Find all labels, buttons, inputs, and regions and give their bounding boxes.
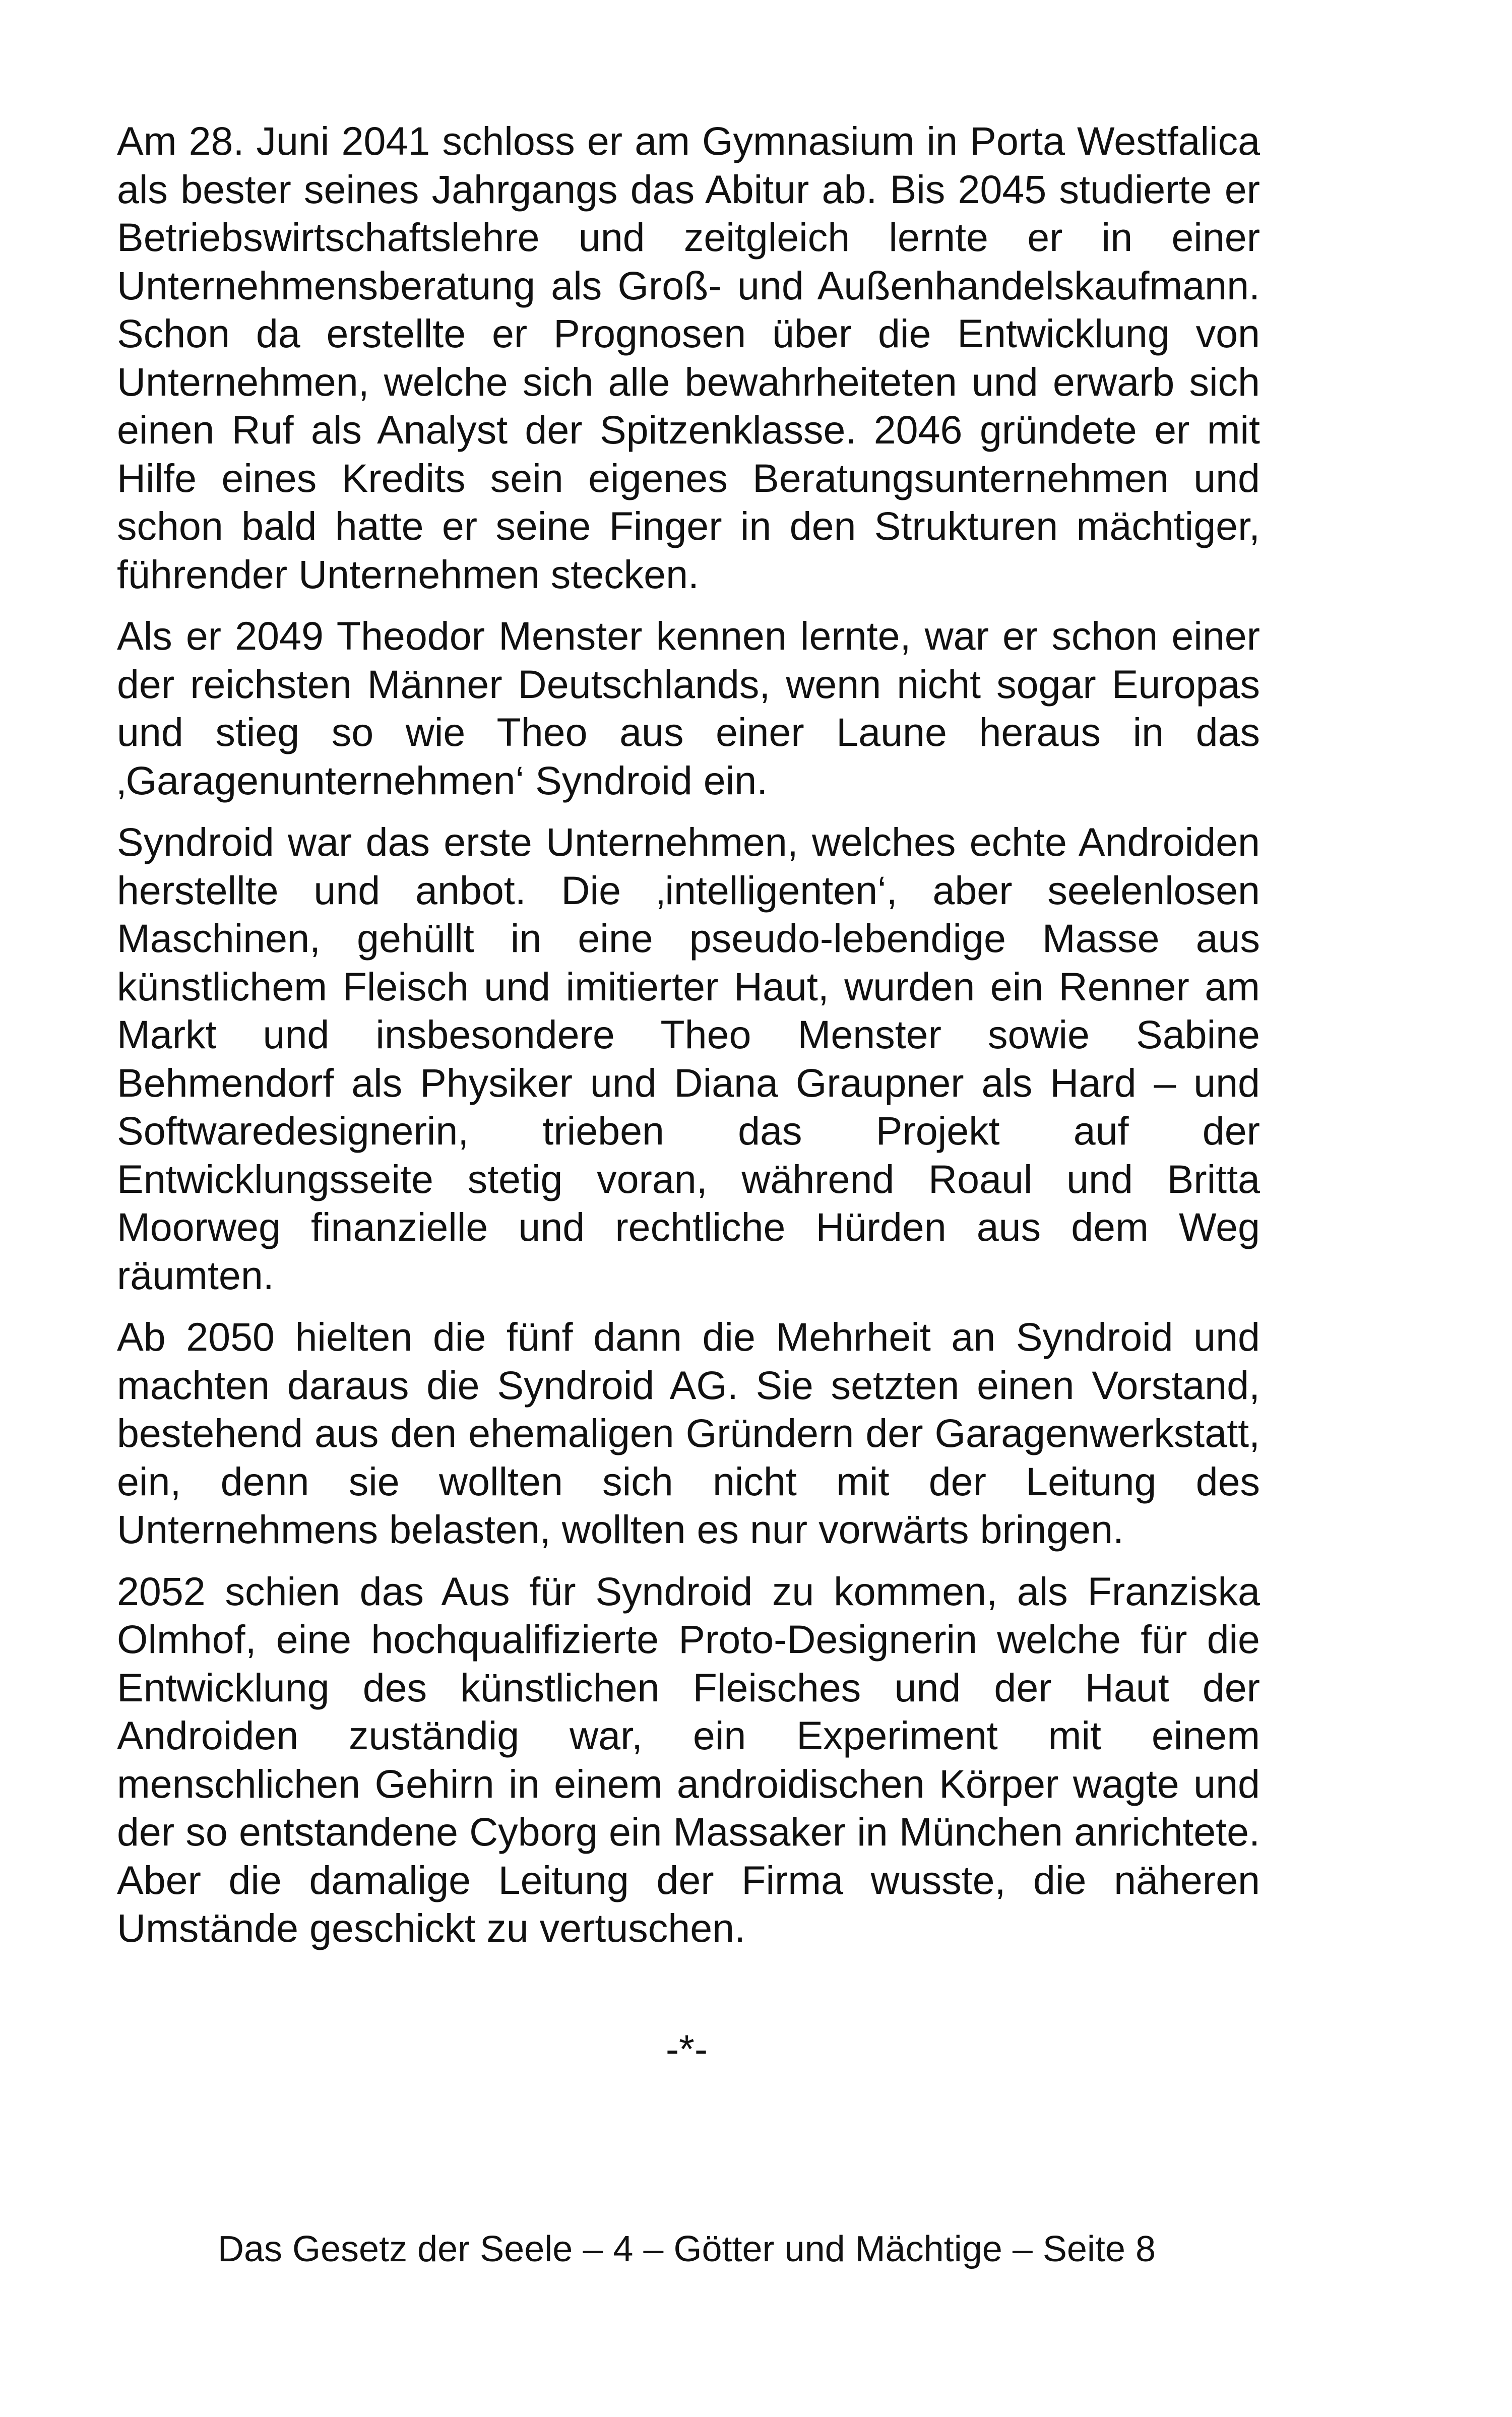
paragraph-3: Syndroid war das erste Unternehmen, welches echte Androiden herstellte und anbot. Die ‚intelligenten‘, aber seelenlosen Maschinen, gehüllt in eine pseudo-lebendige Masse aus künstlichem Fleisch und imitierter Haut, wurden ein Renner am Markt und insbesondere Theo Menster sowie Sabine Behmendorf als Physiker und Diana Graupner als Hard – und Softwaredesignerin, trieben das Projekt auf der Entwicklungsseite stetig voran, während Roaul und Britta Moorweg finanzielle und rechtliche Hürden aus dem Weg räumten.	[117, 819, 1260, 1298]
page-footer: Das Gesetz der Seele – 4 – Götter und Mächtige – Seite 8	[217, 2229, 1156, 2269]
paragraph-2: Als er 2049 Theodor Menster kennen lernte, war er schon einer der reichsten Männer Deutschlands, wenn nicht sogar Europas und stieg so wie Theo aus einer Laune heraus in das ‚Garagenunternehmen‘ Syndroid ein.	[117, 613, 1260, 803]
paragraph-4: Ab 2050 hielten die fünf dann die Mehrheit an Syndroid und machten daraus die Syndroid AG. Sie setzten einen Vorstand, bestehend aus den ehemaligen Gründern der Garagenwerkstatt, ein, denn sie wollten sich nicht mit der Leitung des Unternehmens belasten, wollten es nur vorwärts bringen.	[117, 1314, 1260, 1552]
body-text	[117, 117, 1260, 1966]
paragraph-5: 2052 schien das Aus für Syndroid zu kommen, als Franziska Olmhof, eine hochqualifizierte Proto-Designerin welche für die Entwicklung des künstlichen Fleisches und der Haut der Androiden zuständig war, ein Experiment mit einem menschlichen Gehirn in einem androidischen Körper wagte und der so entstandene Cyborg ein Massaker in München anrichtete. Aber die damalige Leitung der Firma wusste, die näheren Umstände geschickt zu vertuschen.	[117, 1568, 1260, 1950]
paragraph-1: Am 28. Juni 2041 schloss er am Gymnasium in Porta Westfalica als bester seines Jahrgangs das Abitur ab. Bis 2045 studierte er Betriebswirtschaftslehre und zeitgleich lernte er in einer Unternehmensberatung als Groß- und Außenhandelskaufmann. Schon da erstellte er Prognosen über die Entwicklung von Unternehmen, welche sich alle bewahrheiteten und erwarb sich einen Ruf als Analyst der Spitzenklasse. 2046 gründete er mit Hilfe eines Kredits sein eigenes Beratungsunternehmen und schon bald hatte er seine Finger in den Strukturen mächtiger, führender Unternehmen stecken.	[117, 118, 1260, 597]
section-separator: -*-	[665, 2026, 708, 2071]
